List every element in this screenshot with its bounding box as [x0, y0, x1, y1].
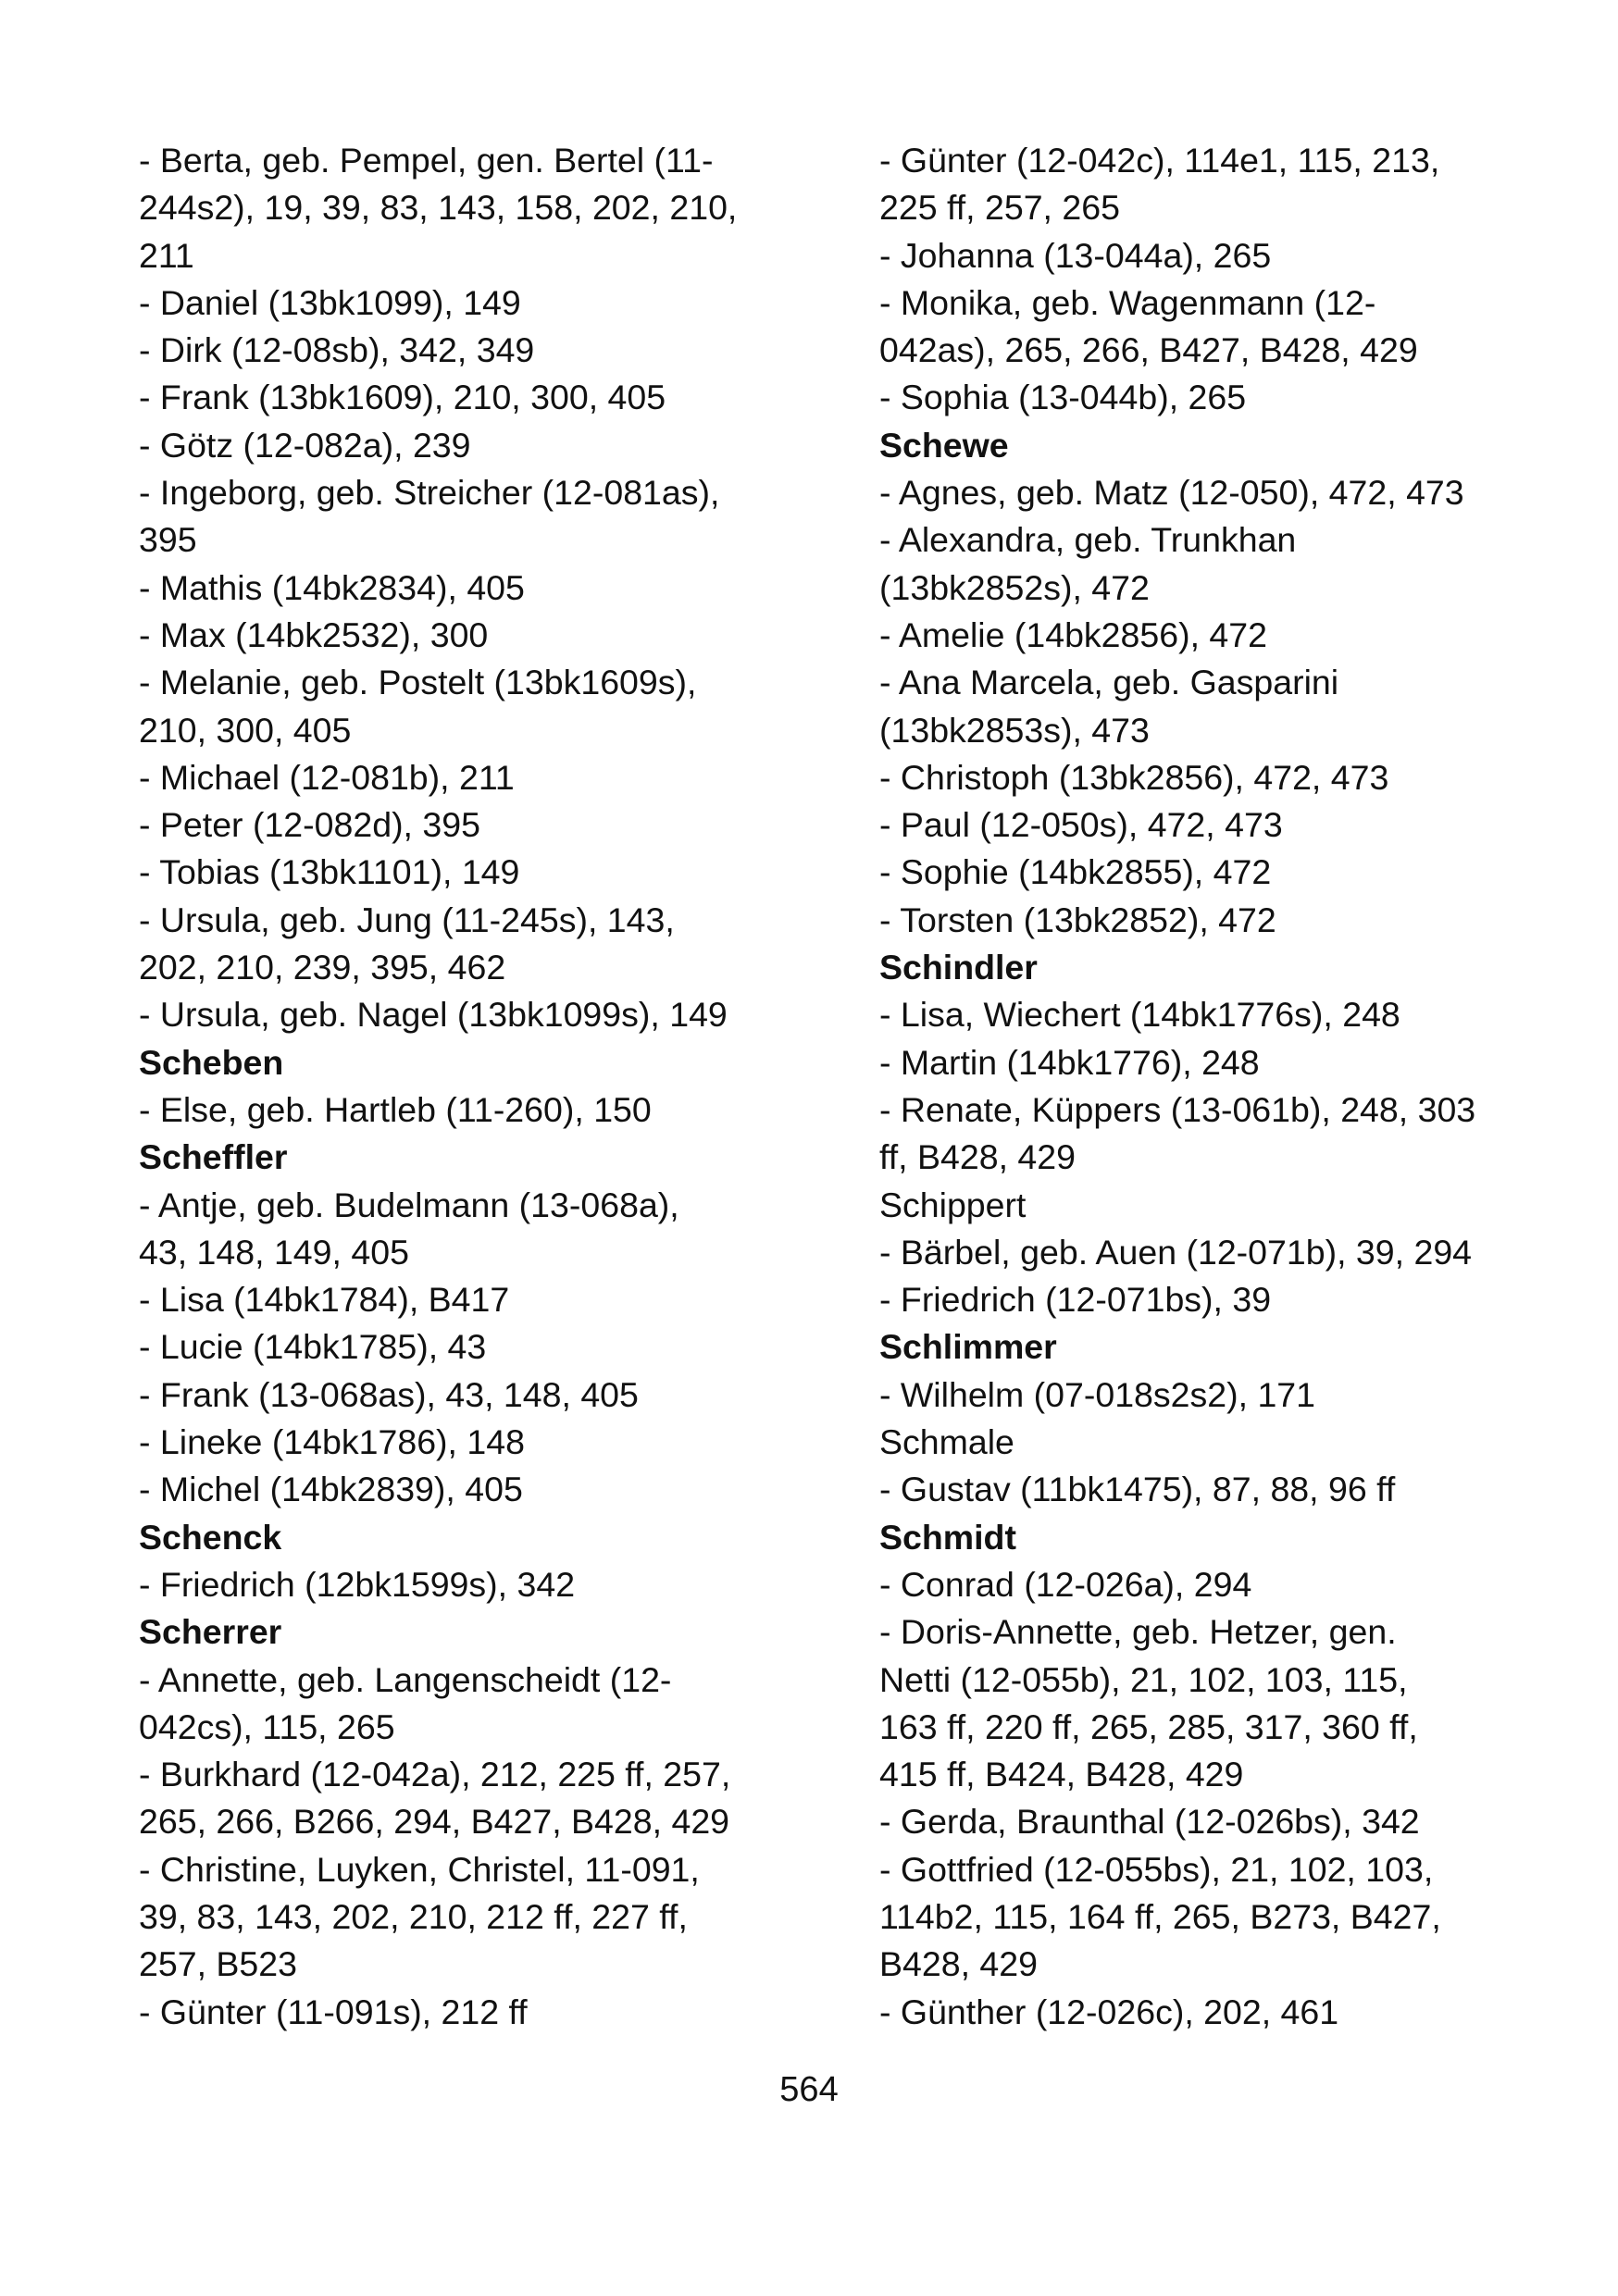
- index-entry-line: - Frank (13-068as), 43, 148, 405: [139, 1374, 639, 1414]
- index-entry-line: - Lucie (14bk1785), 43: [139, 1327, 487, 1367]
- index-entry-line: - Friedrich (12-071bs), 39: [879, 1280, 1272, 1320]
- index-surname-heading: Schindler: [879, 948, 1038, 987]
- index-entry-line: - Gustav (11bk1475), 87, 88, 96 ff: [879, 1470, 1396, 1509]
- index-entry-line: 395: [139, 520, 197, 560]
- index-entry-line: 244s2), 19, 39, 83, 143, 158, 202, 210,: [139, 188, 738, 228]
- index-entry-line: 43, 148, 149, 405: [139, 1232, 409, 1272]
- index-entry-line: 210, 300, 405: [139, 710, 352, 750]
- index-entry-line: Netti (12-055b), 21, 102, 103, 115,: [879, 1659, 1408, 1699]
- index-entry-line: - Günter (12-042c), 114e1, 115, 213,: [879, 141, 1440, 180]
- index-entry-line: 202, 210, 239, 395, 462: [139, 948, 506, 987]
- index-entry-line: 042cs), 115, 265: [139, 1706, 395, 1746]
- index-entry-line: - Monika, geb. Wagenmann (12-: [879, 282, 1376, 322]
- index-column-left: [139, 137, 778, 2036]
- index-entry-line: - Lisa (14bk1784), B417: [139, 1280, 510, 1320]
- index-entry-line: Schippert: [879, 1185, 1027, 1224]
- index-entry-line: - Antje, geb. Budelmann (13-068a),: [139, 1185, 679, 1224]
- index-entry-line: - Ursula, geb. Nagel (13bk1099s), 149: [139, 995, 728, 1035]
- index-entry-line: - Else, geb. Hartleb (11-260), 150: [139, 1089, 652, 1129]
- index-entry-line: - Annette, geb. Langenscheidt (12-: [139, 1659, 672, 1699]
- index-entry-line: ff, B428, 429: [879, 1137, 1076, 1177]
- index-entry-line: - Johanna (13-044a), 265: [879, 235, 1272, 275]
- index-entry-line: - Christoph (13bk2856), 472, 473: [879, 757, 1389, 797]
- index-entry-line: - Agnes, geb. Matz (12-050), 472, 473: [879, 473, 1464, 513]
- index-entry-line: 225 ff, 257, 265: [879, 188, 1120, 228]
- index-entry-line: 163 ff, 220 ff, 265, 285, 317, 360 ff,: [879, 1706, 1418, 1746]
- index-entry-line: - Melanie, geb. Postelt (13bk1609s),: [139, 663, 697, 702]
- index-entry-line: - Gottfried (12-055bs), 21, 102, 103,: [879, 1849, 1434, 1889]
- index-surname-heading: Schmidt: [879, 1517, 1016, 1557]
- index-entry-line: - Ursula, geb. Jung (11-245s), 143,: [139, 900, 675, 939]
- index-entry-line: - Alexandra, geb. Trunkhan: [879, 520, 1297, 560]
- index-surname-heading: Scherrer: [139, 1612, 282, 1652]
- index-entry-line: B428, 429: [879, 1944, 1038, 1984]
- index-entry-line: - Günter (11-091s), 212 ff: [139, 1992, 528, 2031]
- index-surname-heading: Schenck: [139, 1517, 282, 1557]
- index-surname-heading: Schewe: [879, 425, 1009, 465]
- index-entry-line: - Wilhelm (07-018s2s2), 171: [879, 1374, 1316, 1414]
- index-entry-line: - Götz (12-082a), 239: [139, 425, 471, 465]
- index-surname-heading: Schlimmer: [879, 1327, 1057, 1367]
- index-entry-line: - Friedrich (12bk1599s), 342: [139, 1564, 576, 1604]
- index-entry-line: 257, B523: [139, 1944, 297, 1984]
- index-entry-line: 114b2, 115, 164 ff, 265, B273, B427,: [879, 1896, 1441, 1936]
- index-entry-line: - Ana Marcela, geb. Gasparini: [879, 663, 1339, 702]
- index-entry-line: - Michael (12-081b), 211: [139, 757, 515, 797]
- index-entry-line: - Conrad (12-026a), 294: [879, 1564, 1252, 1604]
- index-surname-heading: Scheben: [139, 1042, 284, 1082]
- index-entry-line: - Dirk (12-08sb), 342, 349: [139, 330, 535, 370]
- index-entry-line: - Lineke (14bk1786), 148: [139, 1422, 525, 1462]
- index-entry-line: - Renate, Küppers (13-061b), 248, 303: [879, 1089, 1476, 1129]
- index-entry-line: - Michel (14bk2839), 405: [139, 1470, 523, 1509]
- index-entry-line: - Berta, geb. Pempel, gen. Bertel (11-: [139, 141, 714, 180]
- index-entry-line: - Torsten (13bk2852), 472: [879, 900, 1276, 939]
- index-entry-line: - Sophie (14bk2855), 472: [879, 852, 1272, 892]
- index-entry-line: - Amelie (14bk2856), 472: [879, 614, 1268, 654]
- index-entry-line: Schmale: [879, 1422, 1014, 1462]
- index-surname-heading: Scheffler: [139, 1137, 288, 1177]
- index-entry-line: - Frank (13bk1609), 210, 300, 405: [139, 378, 666, 417]
- index-entry-line: 211: [139, 235, 194, 275]
- index-entry-line: - Bärbel, geb. Auen (12-071b), 39, 294: [879, 1232, 1473, 1272]
- index-entry-line: 265, 266, B266, 294, B427, B428, 429: [139, 1802, 730, 1842]
- index-entry-line: - Lisa, Wiechert (14bk1776s), 248: [879, 995, 1400, 1035]
- index-entry-line: 042as), 265, 266, B427, B428, 429: [879, 330, 1418, 370]
- index-entry-line: - Paul (12-050s), 472, 473: [879, 805, 1283, 845]
- index-entry-line: (13bk2852s), 472: [879, 567, 1150, 607]
- index-entry-line: - Daniel (13bk1099), 149: [139, 282, 521, 322]
- index-entry-line: - Max (14bk2532), 300: [139, 614, 489, 654]
- index-entry-line: - Günther (12-026c), 202, 461: [879, 1992, 1339, 2031]
- page-number: 564: [779, 2070, 839, 2109]
- index-entry-line: - Burkhard (12-042a), 212, 225 ff, 257,: [139, 1755, 731, 1794]
- index-entry-line: (13bk2853s), 473: [879, 710, 1150, 750]
- index-entry-line: - Mathis (14bk2834), 405: [139, 567, 525, 607]
- index-entry-line: 415 ff, B424, B428, 429: [879, 1755, 1244, 1794]
- index-entry-line: - Doris-Annette, geb. Hetzer, gen.: [879, 1612, 1397, 1652]
- index-entry-line: - Tobias (13bk1101), 149: [139, 852, 520, 892]
- index-entry-line: - Christine, Luyken, Christel, 11-091,: [139, 1849, 700, 1889]
- index-entry-line: - Martin (14bk1776), 248: [879, 1042, 1260, 1082]
- index-entry-line: - Ingeborg, geb. Streicher (12-081as),: [139, 473, 720, 513]
- index-entry-line: 39, 83, 143, 202, 210, 212 ff, 227 ff,: [139, 1896, 688, 1936]
- index-entry-line: - Gerda, Braunthal (12-026bs), 342: [879, 1802, 1420, 1842]
- index-entry-line: - Sophia (13-044b), 265: [879, 378, 1247, 417]
- index-entry-line: - Peter (12-082d), 395: [139, 805, 480, 845]
- index-column-right: [879, 137, 1518, 2036]
